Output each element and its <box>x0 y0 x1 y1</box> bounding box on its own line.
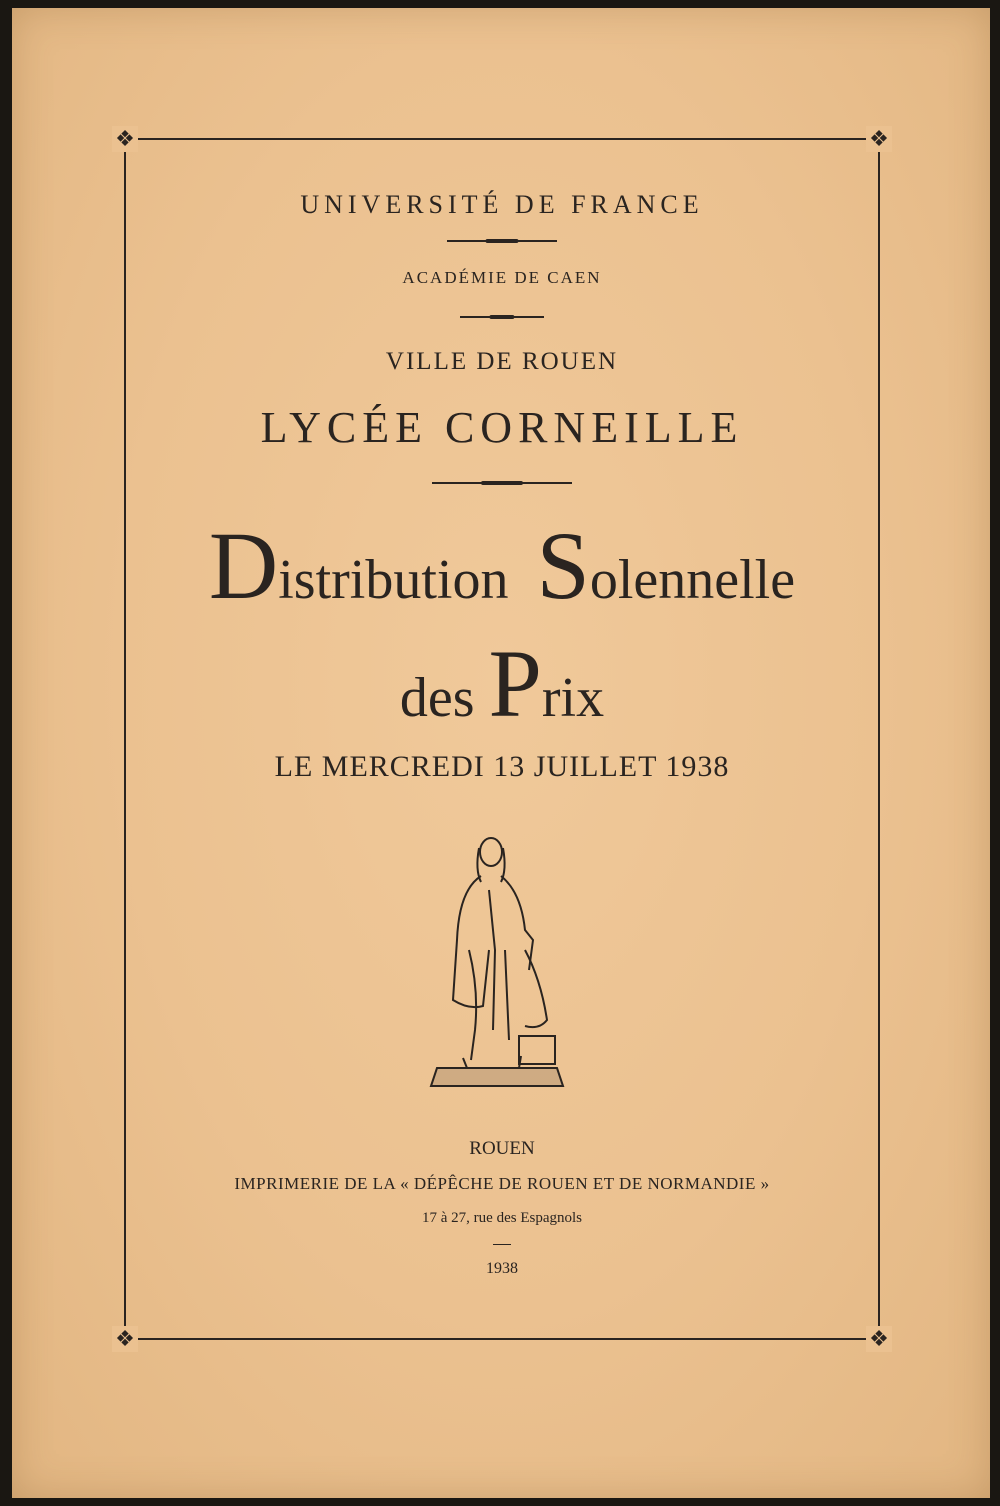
statue-illustration-icon <box>429 830 569 1090</box>
school-name: LYCÉE CORNEILLE <box>260 403 744 452</box>
title-line-2 <box>126 630 878 737</box>
academy-heading: ACADÉMIE DE CAEN <box>402 268 602 287</box>
ornamental-border <box>115 126 889 1351</box>
printer-name: IMPRIMERIE DE LA « DÉPÊCHE DE ROUEN ET DE NORMANDIE » <box>234 1174 770 1193</box>
publication-year: 1938 <box>486 1260 518 1277</box>
divider-rule <box>432 482 572 484</box>
title-word-prix: rix <box>541 667 605 729</box>
divider-rule <box>460 316 544 318</box>
title-word-des: des <box>399 667 475 729</box>
title-initial-p: P <box>488 630 542 737</box>
divider-rule <box>447 240 557 242</box>
city-heading: VILLE DE ROUEN <box>385 348 619 375</box>
title-word-2: olennelle <box>589 549 796 611</box>
title-word-1: istribution <box>278 549 509 611</box>
divider-rule <box>493 1244 511 1245</box>
printer-address: 17 à 27, rue des Espagnols <box>422 1210 582 1226</box>
title-initial-s: S <box>536 512 590 619</box>
title-line-1 <box>126 512 878 619</box>
university-heading: UNIVERSITÉ DE FRANCE <box>300 190 704 219</box>
publication-city: ROUEN <box>469 1138 535 1159</box>
title-initial-d: D <box>208 512 279 619</box>
corner-ornament-icon: ❖ <box>112 1326 138 1352</box>
ceremony-date: LE MERCREDI 13 JUILLET 1938 <box>274 750 730 783</box>
corner-ornament-icon: ❖ <box>866 126 892 152</box>
corner-ornament-icon: ❖ <box>866 1326 892 1352</box>
corner-ornament-icon: ❖ <box>112 126 138 152</box>
document-cover <box>12 8 990 1498</box>
